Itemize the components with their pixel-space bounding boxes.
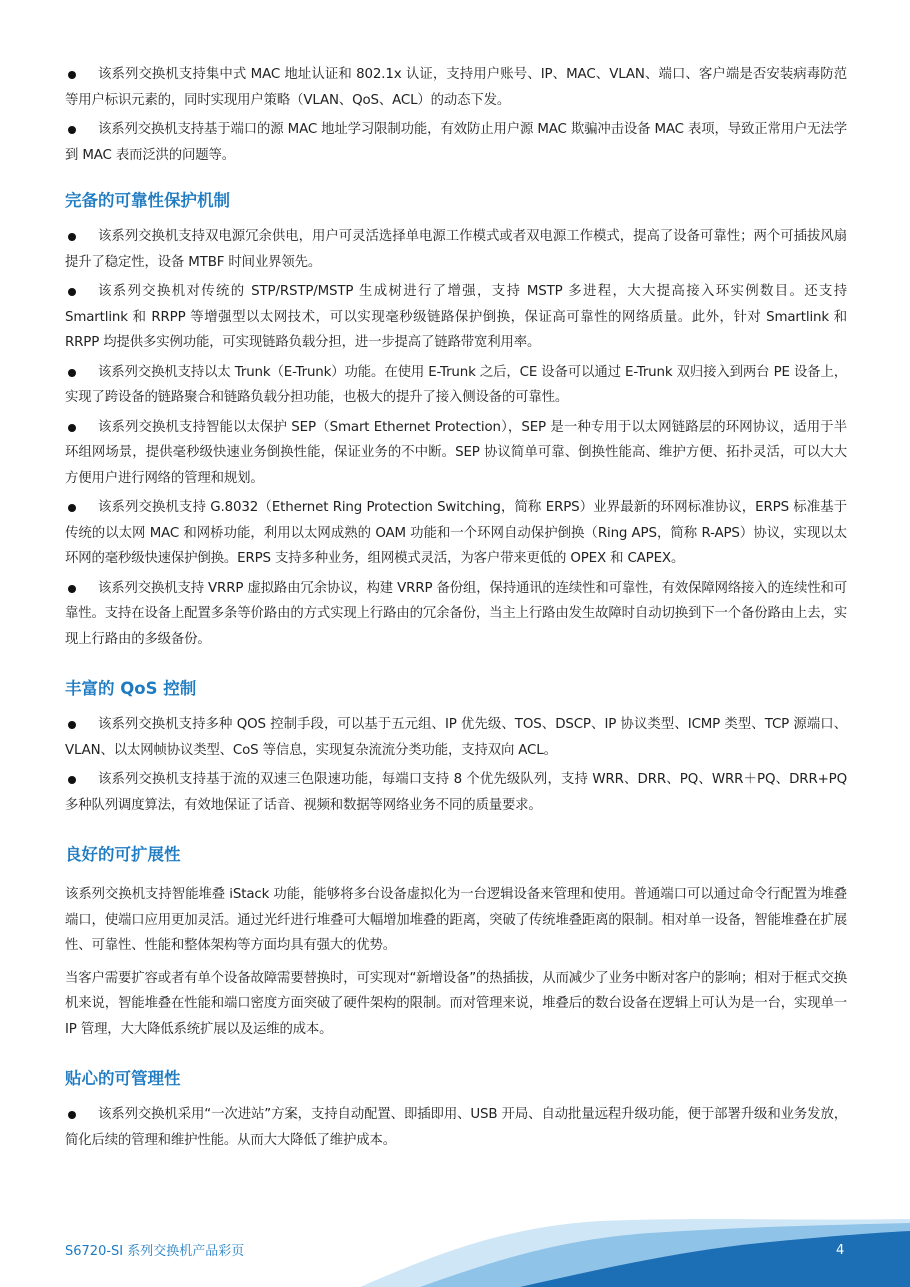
- scalability-section: [65, 844, 847, 1042]
- bullet-dot-icon: [68, 288, 76, 296]
- bullet-dot-icon: [68, 1111, 76, 1119]
- bullet-item: 该系列交换机支持 VRRP 虚拟路由冗余协议，构建 VRRP 备份组，保持通讯的连续性和可靠性，有效保障网络接入的连续性和可靠性。支持在设备上配置多条等价路由的方式实现上行路由的冗余备份，当主上行路由发生故障时自动切换到下一个备份路由上去，实现上行路由的多级备份。: [65, 580, 847, 647]
- bullet-item: 该系列交换机支持双电源冗余供电，用户可灵活选择单电源工作模式或者双电源工作模式，提高了设备可靠性；两个可插拔风扇提升了稳定性，设备 MTBF 时间业界领先。: [65, 229, 847, 270]
- qos-section: [65, 678, 847, 818]
- footer-page-number: 4: [836, 1243, 845, 1258]
- bullet-item: 该系列交换机采用“一次进站”方案，支持自动配置、即插即用、USB 开局、自动批量远程升级功能，便于部署升级和业务发放，简化后续的管理和维护性能。从而大大降低了维护成本。: [65, 1107, 847, 1148]
- section-title: 良好的可扩展性: [65, 845, 181, 864]
- footer-product-title: S6720-SI 系列交换机产品彩页: [65, 1244, 245, 1259]
- bullet-dot-icon: [68, 369, 76, 377]
- section-title: 贴心的可管理性: [65, 1069, 181, 1088]
- bullet-dot-icon: [68, 233, 76, 241]
- bullet-dot-icon: [68, 776, 76, 784]
- paragraph: 该系列交换机支持智能堆叠 iStack 功能，能够将多台设备虚拟化为一台逻辑设备来管理和使用。普通端口可以通过命令行配置为堆叠端口，使端口应用更加灵活。通过光纤进行堆叠可大幅增加堆叠的距离，突破了传统堆叠距离的限制。相对单一设备，智能堆叠在扩展性、可靠性、性能和整体架构等方面均具有强大的优势。: [65, 887, 847, 953]
- bullet-dot-icon: [68, 721, 76, 729]
- manageability-section: [65, 1068, 847, 1153]
- bullet-item: 该系列交换机支持智能以太保护 SEP（Smart Ethernet Protection），SEP 是一种专用于以太网链路层的环网协议，适用于半环组网场景，提供毫秒级快速业务倒换性能，保证业务的不中断。SEP 协议简单可靠、倒换性能高、维护方便、拓扑灵活，可以大大方便用户进行网络的管理和规划。: [65, 419, 847, 486]
- bullet-item: 该系列交换机支持以太 Trunk（E-Trunk）功能。在使用 E-Trunk 之后，CE 设备可以通过 E-Trunk 双归接入到两台 PE 设备上，实现了跨设备的链路聚合和链路负载分担功能，也极大的提升了接入侧设备的可靠性。: [65, 364, 847, 405]
- bullet-dot-icon: [68, 126, 76, 134]
- reliability-section: [65, 190, 847, 652]
- bullet-item: 该系列交换机支持多种 QOS 控制手段，可以基于五元组、IP 优先级、TOS、DSCP、IP 协议类型、ICMP 类型、TCP 源端口、VLAN、以太网帧协议类型、CoS 等信息，实现复杂流流分类功能，支持双向 ACL。: [65, 717, 847, 758]
- bullet-item: 该系列交换机支持基于流的双速三色限速功能，每端口支持 8 个优先级队列，支持 WRR、DRR、PQ、WRR＋PQ、DRR+PQ 多种队列调度算法，有效地保证了话音、视频和数据等网络业务不同的质量要求。: [65, 772, 847, 813]
- section-title: 完备的可靠性保护机制: [65, 191, 230, 210]
- bullet-item: 该系列交换机对传统的 STP/RSTP/MSTP 生成树进行了增强，支持 MSTP 多进程，大大提高接入环实例数目。还支持 Smartlink 和 RRPP 等增强型以太网技术，可以实现毫秒级链路保护倒换，保证高可靠性的网络质量。此外，针对 Smartlink 和 RRPP 均提供多实例功能，可实现链路负载分担，进一步提高了链路带宽利用率。: [65, 284, 847, 350]
- bullet-item: 该系列交换机支持基于端口的源 MAC 地址学习限制功能，有效防止用户源 MAC 欺骗冲击设备 MAC 表项，导致正常用户无法学到 MAC 表而泛洪的问题等。: [65, 122, 847, 163]
- bullet-dot-icon: [68, 424, 76, 432]
- bullet-dot-icon: [68, 504, 76, 512]
- bullet-dot-icon: [68, 71, 76, 79]
- section-title: 丰富的 QoS 控制: [65, 679, 197, 698]
- bullet-dot-icon: [68, 585, 76, 593]
- intro-section: [65, 62, 847, 168]
- paragraph: 当客户需要扩容或者有单个设备故障需要替换时，可实现对“新增设备”的热插拔，从而减少了业务中断对客户的影响；相对于框式交换机来说，智能堆叠在性能和端口密度方面突破了硬件架构的限制。而对管理来说，堆叠后的数台设备在逻辑上可认为是一台，实现单一 IP 管理，大大降低系统扩展以及运维的成本。: [65, 970, 847, 1037]
- bullet-item: 该系列交换机支持 G.8032（Ethernet Ring Protection Switching，简称 ERPS）业界最新的环网标准协议，ERPS 标准基于传统的以太网 MAC 和网桥功能，利用以太网成熟的 OAM 功能和一个环网自动保护倒换（Ring APS，简称 R-APS）协议，实现以太环网的毫秒级快速保护倒换。ERPS 支持多种业务，组网模式灵活，为客户带来更低的 OPEX 和 CAPEX。: [65, 500, 847, 566]
- bullet-item: 该系列交换机支持集中式 MAC 地址认证和 802.1x 认证，支持用户账号、IP、MAC、VLAN、端口、客户端是否安装病毒防范等用户标识元素的，同时实现用户策略（VLAN、QoS、ACL）的动态下发。: [65, 67, 847, 108]
- page-content: [65, 62, 847, 1179]
